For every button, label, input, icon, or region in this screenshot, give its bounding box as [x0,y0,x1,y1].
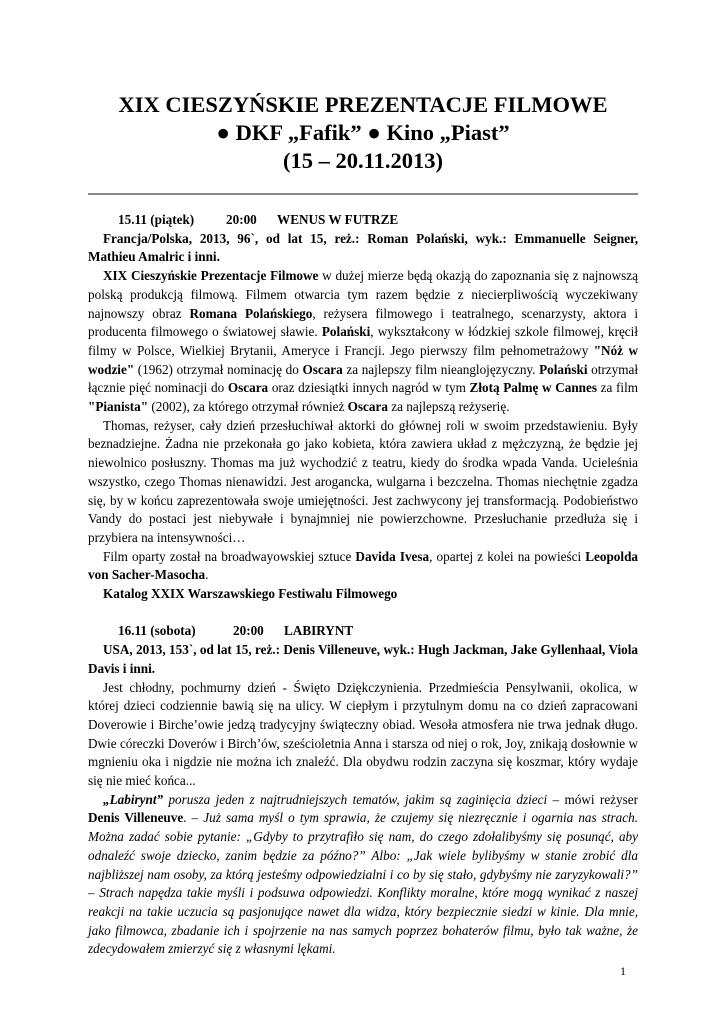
text-run: w dużej mierze będą okazją do zapoznania się z najnowszą polską produkcją filmową. Filmem otwarcia tym razem będzie z niecierpliwością wyczekiwany najnowszy obraz [88,268,638,321]
catalog-text: Katalog XXIX Warszawskiego Festiwalu Filmowego [103,586,398,602]
film2-time: 20:00 [233,623,264,639]
text-run: . – [183,810,204,826]
text-run: za najlepszą reżyserię. [387,399,510,415]
page-number: 1 [620,964,626,978]
film2-paragraph-1: Jest chłodny, pochmurny dzień - Święto Dziękczynienia. Przedmieścia Pensylwanii, okolica, w której dzieci codziennie bawią się na ulicy. W ciepłym i przytulnym domu na co dzień zapracowani Doverowie i Birche’owie jedzą tradycyjny świąteczny obiad. Wesoła atmosfera nie trwa jednak długo. Dwie córeczki Doverów i Birch’ów, sześcioletnia Anna i starsza od niej o rok, Joy, znikają dosłownie w mgnieniu oka i nigdzie nie można ich znaleźć. Dla obydwu rodzin zaczyna się koszmar, który wydaje się nie mieć końca... [88,679,638,789]
author-name: Leopolda von Sacher-Masocha [88,548,638,583]
director-name: Romana Polańskiego [189,305,313,321]
text-run: (1962) otrzymał nominację do [134,361,303,377]
text-run: (2002), za którego otrzymał również [148,399,348,415]
header-divider [88,193,638,195]
director-name: Polański [321,324,371,340]
film2-date: 16.11 (sobota) [118,623,196,639]
director-name: Denis Villeneuve [88,810,184,826]
page-title [88,91,638,175]
film-name: "Nóż w wodzie" [88,342,638,377]
film1-date: 15.11 (piątek) [118,212,195,227]
text-run: , reżysera filmowego i teatralnego, scenarzysty, aktora i producenta filmowego o światowej sławie. [88,305,638,340]
text-run: – mówi reżyser [547,791,639,807]
award-name: Oscara [347,399,388,415]
quote-run: Strach napędza takie myśli i podsuwa odpowiedzi. Konflikty moralne, które mogą wynikać z naszej reakcji na takie uczucia są pasjonujące nawet dla widza, który bezpiecznie siedzi w kinie. Dla mnie, jako filmowca, zbadanie ich i spojrzenie na nas samych poprzez bohaterów filmu, było tak ważne, że zdecydowałem zmierzyć się z własnymi lękami. [88,885,639,957]
film-name: "Pianista" [88,399,149,415]
title-line-3: (15 – 20.11.2013) [283,148,443,173]
film2-title: LABIRYNT [284,623,354,639]
section-spacer [88,604,638,623]
text-run: oraz dziesiątki innych nagród w tym [268,380,470,396]
film-name: „Labirynt” [103,791,164,807]
film1-info [88,230,638,267]
award-name: Oscara [227,380,269,396]
film1-header [88,211,638,230]
text-run: , opartej z kolei na powieści [429,548,586,564]
film2-info-text: USA, 2013, 153`, od lat 15, reż.: Denis Villeneuve, wyk.: Hugh Jackman, Jake Gyllenhaal, Viola Davis i inni. [88,642,638,676]
document-page [88,91,638,959]
director-name: Polański [539,361,588,377]
document-body [88,211,638,959]
text-run: . [205,567,209,583]
film1-paragraph-2: Thomas, reżyser, cały dzień przesłuchiwał aktorki do głównej roli w swoim przedstawieniu. Były beznadziejne. Żadna nie przekonała go jako kobieta, która zawiera układ z mężczyzną, że będzie jej niewolnico posłuszny. Thomas ma już wychodzić z teatru, kiedy do środka wpada Vanda. Ucieleśnia wszystko, czego Thomas nienawidzi. Jest arogancka, wulgarna i bezczelna. Thomas niechętnie zgadza się, by w końcu zaprezentowała swoje umiejętności. Jest zachwycony jej transformacją. Podobieństwo Vandy do postaci jest niebywałe i bynajmniej nie powierzchowne. Przesłuchanie przedłuża się i przybiera na intensywności… [88,417,638,545]
quote-run: Już sama myśl o tym sprawia, że czujemy się niezręcznie i ogarnia nas strach. Można zadać sobie pytanie: „Gdyby to przytrafiło się nam, do czego zdołalibyśmy się posunąć, aby odnaleźć swoje dziecko, zanim będzie za późno?” Albo: „Jak wiele bylibyśmy w stanie zrobić dla najbliższej nam osoby, za którą jesteśmy odpowiedzialni i co by się stało, gdybyśmy nie zaryzykowali?” [88,810,638,882]
author-name: Davida Ivesa [355,548,430,564]
text-run: otrzymał łącznie pięć nominacji do [88,361,638,396]
festival-name: XIX Cieszyńskie Prezentacje Filmowe [103,268,319,284]
film1-paragraph-3 [88,548,638,585]
text-run: za najlepszy film nieanglojęzyczny. [342,361,540,377]
text-run: za film [597,380,638,396]
film2-info [88,641,638,678]
film2-header [88,622,638,641]
film1-info-text: Francja/Polska, 2013, 96`, od lat 15, reż.: Roman Polański, wyk.: Emmanuelle Seigner, Mathieu Amalric i inni. [88,230,638,265]
award-name: Złotą Palmę w Cannes [469,380,597,396]
film1-title: WENUS W FUTRZE [277,212,399,227]
film1-paragraph-1 [88,267,638,417]
title-line-1: XIX CIESZYŃSKIE PREZENTACJE FILMOWE [118,92,608,117]
film1-catalog-source [88,585,638,604]
text-run: – [88,885,100,901]
text-run: , wykształcony w łódzkiej szkole filmowej, kręcił filmy w Polsce, Wielkiej Brytanii, Ameryce i Francji. Jego pierwszy film pełnometrażowy [88,324,638,358]
text-run: porusza jeden z najtrudniejszych tematów, jakim są zaginięcia dzieci [163,791,548,807]
award-name: Oscara [302,361,343,377]
film2-paragraph-2 [88,791,638,959]
title-line-2: ● DKF „Fafik” ● Kino „Piast” [216,120,510,145]
text-run: Film oparty został na broadwayowskiej sztuce [103,548,356,564]
film1-time: 20:00 [226,212,257,227]
